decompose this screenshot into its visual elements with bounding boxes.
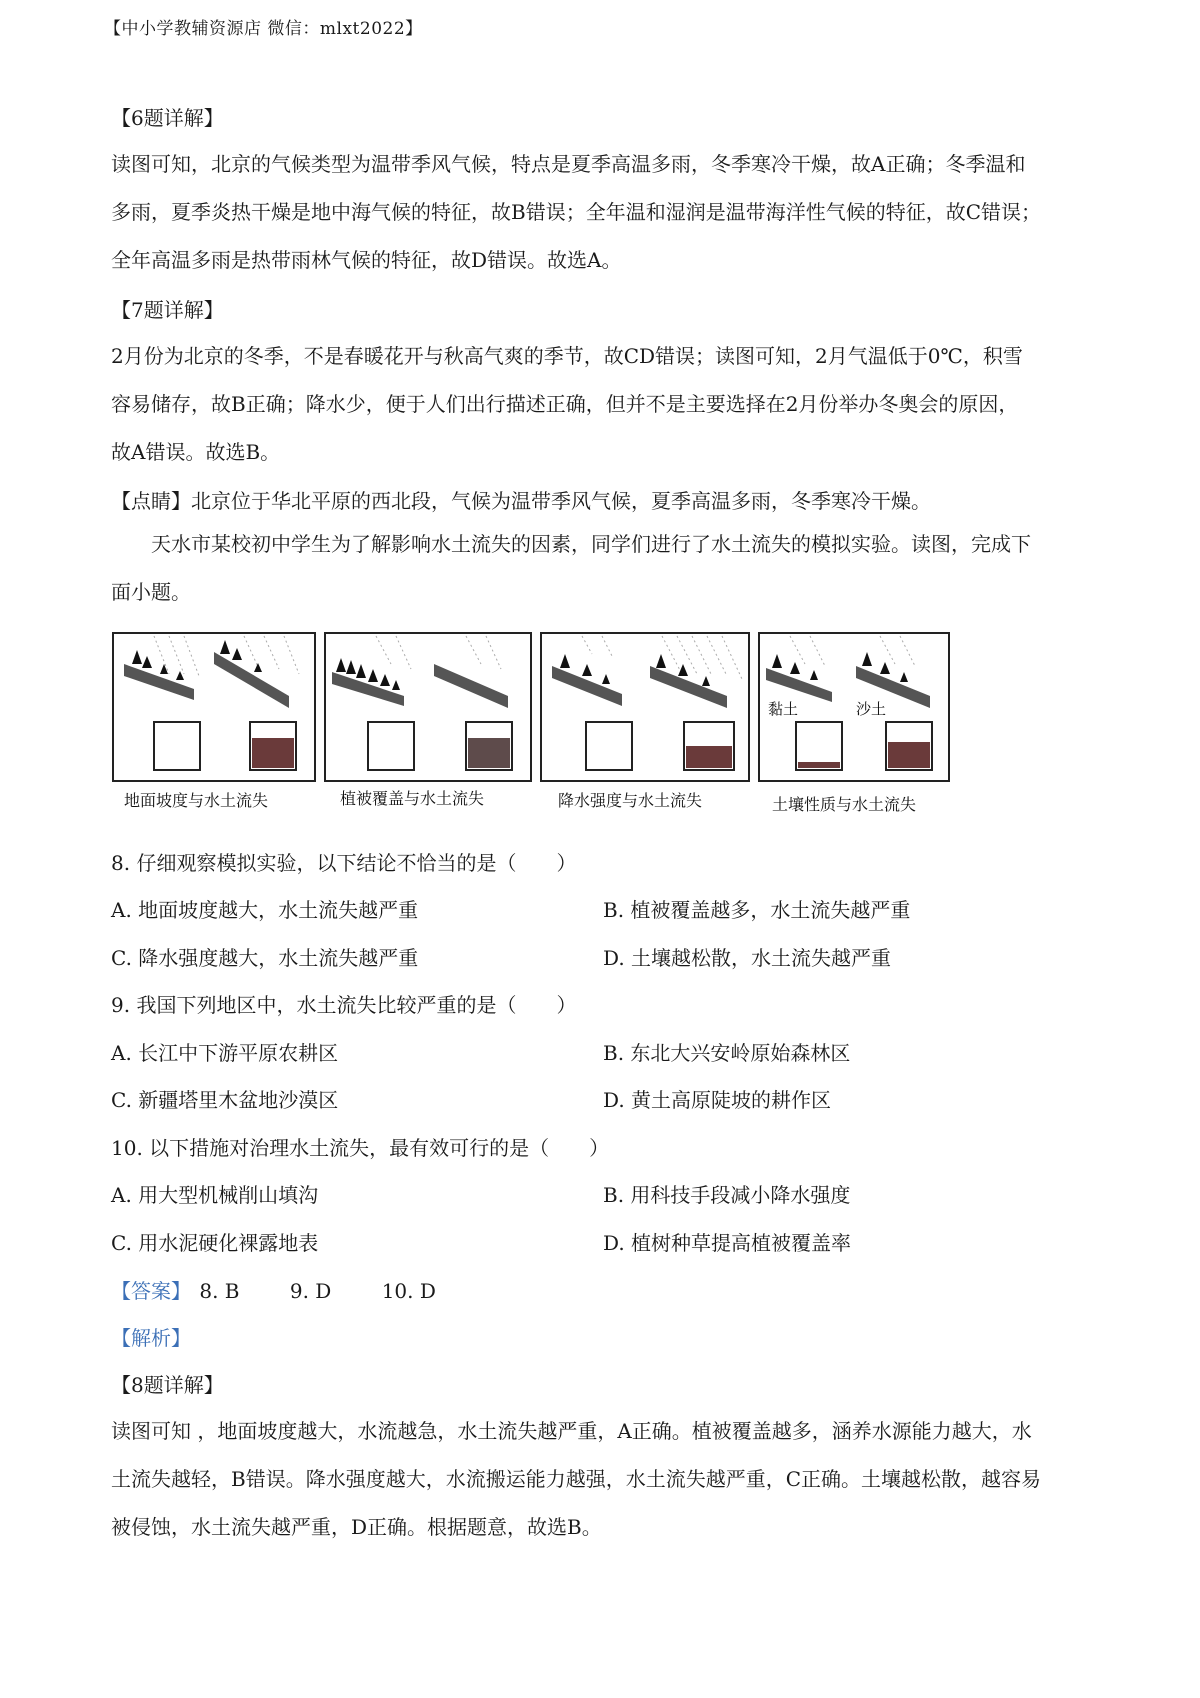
answer-label: 【答案】 [111,1279,191,1303]
caption-rainfall: 降水强度与水土流失 [558,791,703,810]
q9-option-c[interactable]: C. 新疆塔里木盆地沙漠区 [111,1088,339,1112]
answer-q10: 10. D [381,1279,436,1303]
soil-experiment-illustration [760,634,948,780]
q7-detail-title: 【7题详解】 [111,298,224,322]
panel-soil-type [758,632,950,782]
q8-detail-text [111,1407,1101,1551]
q8-option-a[interactable]: A. 地面坡度越大，水土流失越严重 [111,898,419,922]
analysis-label: 【解析】 [111,1326,191,1350]
q9-option-d[interactable]: D. 黄土高原陡坡的耕作区 [603,1088,832,1112]
text-line: 多雨，夏季炎热干燥是地中海气候的特征，故B错误；全年温和湿润是温带海洋性气候的特征，故C错误； [111,200,1041,224]
q8-option-c[interactable]: C. 降水强度越大，水土流失越严重 [111,946,419,970]
text-line: 容易储存，故B正确；降水少，便于人们出行描述正确，但并不是主要选择在2月份举办冬奥会的原因， [111,392,1019,416]
answer-q9: 9. D [289,1279,332,1303]
text-line: 故A错误。故选B。 [111,440,281,464]
text-line: 天水市某校初中学生为了解影响水土流失的因素，同学们进行了水土流失的模拟实验。读图，完成下 [151,532,1031,556]
question-intro [111,520,1101,616]
caption-slope: 地面坡度与水土流失 [124,791,269,810]
q8-option-b[interactable]: B. 植被覆盖越多，水土流失越严重 [603,898,911,922]
slope-experiment-illustration [114,634,314,780]
q8-stem: 8. 仔细观察模拟实验，以下结论不恰当的是（ ） [111,851,577,875]
text-line: 读图可知，北京的气候类型为温带季风气候，特点是夏季高温多雨，冬季寒冷干燥，故A正确；冬季温和 [111,152,1026,176]
text-line: 2月份为北京的冬季，不是春暖花开与秋高气爽的季节，故CD错误；读图可知，2月气温低于0℃，积雪 [111,344,1023,368]
caption-vegetation: 植被覆盖与水土流失 [340,789,485,808]
erosion-experiment-figure [112,632,950,814]
clay-label: 黏土 [768,700,799,718]
q6-detail-title: 【6题详解】 [111,106,224,130]
panel-slope [112,632,316,782]
vegetation-experiment-illustration [326,634,530,780]
q10-stem: 10. 以下措施对治理水土流失，最有效可行的是（ ） [111,1136,610,1160]
dianjing-note: 【点睛】北京位于华北平原的西北段，气候为温带季风气候，夏季高温多雨，冬季寒冷干燥。 [111,489,931,513]
text-line: 读图可知 ，地面坡度越大，水流越急，水土流失越严重，A正确。植被覆盖越多，涵养水源能力越大，水 [111,1419,1032,1443]
q10-option-c[interactable]: C. 用水泥硬化裸露地表 [111,1231,319,1255]
q10-option-a[interactable]: A. 用大型机械削山填沟 [111,1183,319,1207]
q10-option-b[interactable]: B. 用科技手段减小降水强度 [603,1183,851,1207]
panel-rainfall [540,632,750,782]
caption-soil: 土壤性质与水土流失 [772,795,917,814]
q8-detail-title: 【8题详解】 [111,1373,224,1397]
q9-option-a[interactable]: A. 长江中下游平原农耕区 [111,1041,339,1065]
text-line: 面小题。 [111,580,191,604]
text-line: 土流失越轻，B错误。降水强度越大，水流搬运能力越强，水土流失越严重，C正确。土壤越松散，越容易 [111,1467,1041,1491]
rainfall-experiment-illustration [542,634,748,780]
q6-detail-text [111,140,1101,284]
answers-line [111,1276,480,1306]
q9-option-b[interactable]: B. 东北大兴安岭原始森林区 [603,1041,851,1065]
answer-q8: 8. B [199,1279,240,1303]
text-line: 被侵蚀，水土流失越严重，D正确。根据题意，故选B。 [111,1515,602,1539]
q10-option-d[interactable]: D. 植树种草提高植被覆盖率 [603,1231,852,1255]
q8-option-d[interactable]: D. 土壤越松散，水土流失越严重 [603,946,892,970]
text-line: 全年高温多雨是热带雨林气候的特征，故D错误。故选A。 [111,248,622,272]
panel-vegetation [324,632,532,782]
sand-label: 沙土 [856,700,887,718]
q7-detail-text [111,332,1101,476]
q9-stem: 9. 我国下列地区中，水土流失比较严重的是（ ） [111,993,577,1017]
page-header-watermark: 【中小学教辅资源店 微信：mlxt2022】 [104,19,423,39]
